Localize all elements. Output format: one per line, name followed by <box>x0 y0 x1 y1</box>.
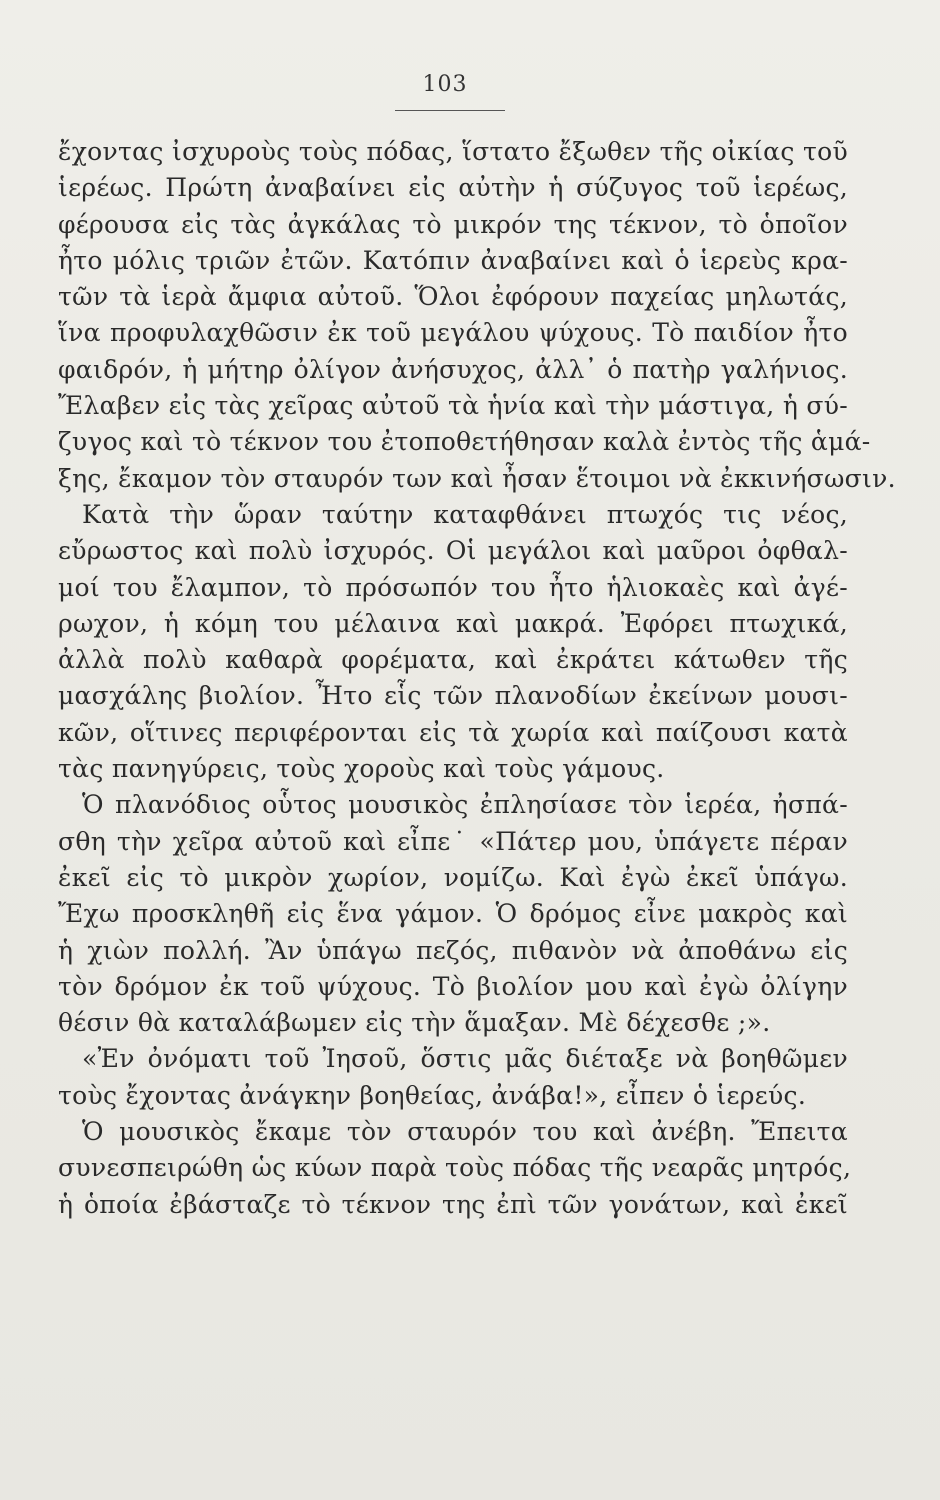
text-line: ἱερέως. Πρώτη ἀναβαίνει εἰς αὐτὴν ἡ σύζυγος τοῦ ἱερέως, <box>58 173 848 203</box>
text-line: κῶν, οἵτινες περιφέρονται εἰς τὰ χωρία καὶ παίζουσι κατὰ <box>58 717 848 747</box>
text-line: μασχάλης βιολίον. Ἦτο εἷς τῶν πλανοδίων ἐκείνων μουσι- <box>58 681 848 711</box>
text-line: σθη τὴν χεῖρα αὐτοῦ καὶ εἶπε˙ «Πάτερ μου, ὑπάγετε πέραν <box>58 826 848 856</box>
header-rule <box>395 110 505 111</box>
text-line: τῶν τὰ ἱερὰ ἄμφια αὐτοῦ. Ὅλοι ἐφόρουν παχείας μηλωτάς, <box>58 282 848 312</box>
text-line: τοὺς ἔχοντας ἀνάγκην βοηθείας, ἀνάβα!», εἶπεν ὁ ἱερεύς. <box>58 1080 807 1110</box>
text-line: φέρουσα εἰς τὰς ἀγκάλας τὸ μικρόν της τέκνον, τὸ ὁποῖον <box>58 209 848 239</box>
text-line: τὰς πανηγύρεις, τοὺς χοροὺς καὶ τοὺς γάμους. <box>58 754 665 784</box>
text-line: Ὁ μουσικὸς ἔκαμε τὸν σταυρόν του καὶ ἀνέβη. Ἔπειτα <box>82 1117 848 1147</box>
text-line: Ἔχω προσκληθῆ εἰς ἕνα γάμον. Ὁ δρόμος εἶνε μακρὸς καὶ <box>58 899 848 929</box>
text-line: θέσιν θὰ καταλάβωμεν εἰς τὴν ἅμαξαν. Μὲ δέχεσθε ;». <box>58 1008 771 1038</box>
text-line: ἀλλὰ πολὺ καθαρὰ φορέματα, καὶ ἐκράτει κάτωθεν τῆς <box>58 645 848 675</box>
text-line: μοί του ἔλαμπον, τὸ πρόσωπόν του ἦτο ἡλιοκαὲς καὶ ἀγέ- <box>58 572 848 602</box>
text-line: ἔχοντας ἰσχυροὺς τοὺς πόδας, ἵστατο ἔξωθεν τῆς οἰκίας τοῦ <box>58 137 848 166</box>
text-line: Ὁ πλανόδιος οὗτος μουσικὸς ἐπλησίασε τὸν ἱερέα, ἠσπά- <box>82 790 848 820</box>
text-line: φαιδρόν, ἡ μήτηρ ὀλίγον ἀνήσυχος, ἀλλ᾽ ὁ πατὴρ γαλήνιος. <box>58 354 848 384</box>
text-line: ἡ χιὼν πολλή. Ἂν ὑπάγω πεζός, πιθανὸν νὰ ἀποθάνω εἰς <box>58 935 848 965</box>
text-line: «Ἐν ὀνόματι τοῦ Ἰησοῦ, ὅστις μᾶς διέταξε νὰ βοηθῶμεν <box>82 1044 848 1074</box>
page-text-body <box>58 134 896 1223</box>
text-line: ἐκεῖ εἰς τὸ μικρὸν χωρίον, νομίζω. Καὶ ἐγὼ ἐκεῖ ὑπάγω. <box>58 862 848 892</box>
text-line: εὔρωστος καὶ πολὺ ἰσχυρός. Οἱ μεγάλοι καὶ μαῦροι ὀφθαλ- <box>58 536 848 566</box>
page-number: 103 <box>422 72 468 97</box>
text-line: Κατὰ τὴν ὥραν ταύτην καταφθάνει πτωχός τις νέος, <box>82 499 848 529</box>
text-line: ξης, ἔκαμον τὸν σταυρόν των καὶ ἦσαν ἕτοιμοι νὰ ἐκκινήσωσιν. <box>58 463 896 493</box>
text-line: ἵνα προφυλαχθῶσιν ἐκ τοῦ μεγάλου ψύχους. Τὸ παιδίον ἦτο <box>58 318 848 348</box>
text-line: τὸν δρόμον ἐκ τοῦ ψύχους. Τὸ βιολίον μου καὶ ἐγὼ ὀλίγην <box>58 971 848 1001</box>
text-line: ἦτο μόλις τριῶν ἐτῶν. Κατόπιν ἀναβαίνει καὶ ὁ ἱερεὺς κρα- <box>58 245 848 275</box>
text-line: ρωχον, ἡ κόμη του μέλαινα καὶ μακρά. Ἐφόρει πτωχικά, <box>58 608 848 638</box>
text-line: ζυγος καὶ τὸ τέκνον του ἐτοποθετήθησαν καλὰ ἐντὸς τῆς ἁμά- <box>58 427 871 457</box>
text-line: Ἔλαβεν εἰς τὰς χεῖρας αὐτοῦ τὰ ἡνία καὶ τὴν μάστιγα, ἡ σύ- <box>58 391 848 421</box>
text-line: ἡ ὁποία ἐβάσταζε τὸ τέκνον της ἐπὶ τῶν γονάτων, καὶ ἐκεῖ <box>58 1189 848 1219</box>
text-line: συνεσπειρώθη ὡς κύων παρὰ τοὺς πόδας τῆς νεαρᾶς μητρός, <box>58 1153 852 1183</box>
